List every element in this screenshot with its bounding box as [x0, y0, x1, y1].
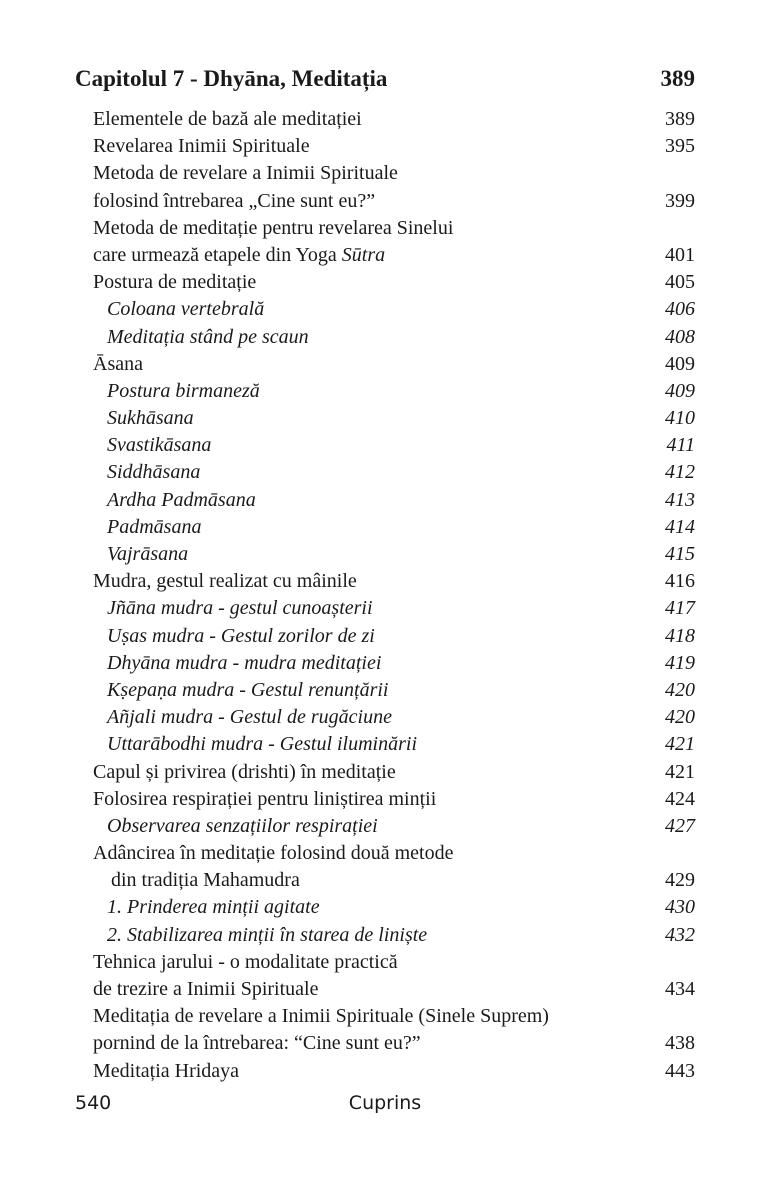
- toc-entry-label: Elementele de bază ale meditației: [93, 108, 362, 130]
- toc-entry: [75, 894, 695, 921]
- toc-entry-label: Meditația Hridaya: [93, 1059, 240, 1082]
- toc-entry-page-number: 420: [665, 706, 695, 729]
- toc-entry-page-number: 434: [665, 978, 695, 1000]
- toc-entry-page-number: 395: [665, 135, 695, 158]
- toc-entry-page-number: 419: [665, 651, 695, 674]
- toc-entry-page-number: 389: [665, 108, 695, 130]
- toc-entry: [75, 296, 695, 323]
- toc-entry: [75, 106, 695, 133]
- toc-entry-label: Dhyāna mudra - mudra meditației: [107, 651, 382, 674]
- toc-entry-page-number: 420: [665, 678, 695, 701]
- toc-entry: [75, 1058, 695, 1085]
- toc-entry-label: din tradiția Mahamudra: [111, 869, 300, 892]
- toc-entry: [75, 1003, 695, 1030]
- toc-entry-page-number: 411: [666, 434, 695, 457]
- toc-entry-label: Metoda de revelare a Inimii Spirituale: [93, 162, 398, 185]
- toc-entry: [75, 514, 695, 541]
- toc-entries: [75, 106, 695, 1085]
- toc-entry-label: Coloana vertebrală: [107, 298, 265, 321]
- toc-entry-label: folosind întrebarea „Cine sunt eu?”: [93, 189, 376, 212]
- toc-entry-page-number: 427: [665, 814, 695, 837]
- toc-entry: [75, 595, 695, 622]
- toc-entry-label: Postura de meditație: [93, 271, 257, 294]
- toc-entry-label: Siddhāsana: [107, 461, 201, 484]
- toc-entry: [75, 160, 695, 187]
- toc-entry: [75, 269, 695, 296]
- toc-entry: [75, 432, 695, 459]
- toc-entry: [75, 759, 695, 786]
- toc-entry-page-number: 414: [665, 515, 695, 538]
- toc-entry-label: Capul și privirea (drishti) în meditație: [93, 760, 396, 783]
- toc-entry-label: de trezire a Inimii Spirituale: [93, 978, 319, 1000]
- toc-entry: [75, 133, 695, 160]
- chapter-title: Capitolul 7 - Dhyāna, Meditația: [75, 66, 388, 91]
- toc-entry: [75, 650, 695, 677]
- toc-entry-label: Folosirea respirației pentru liniștirea minții: [93, 787, 437, 810]
- chapter-title-page-number: 389: [660, 66, 695, 91]
- toc-entry: [75, 867, 695, 894]
- toc-entry: [75, 731, 695, 758]
- toc-entry-page-number: 421: [665, 760, 695, 783]
- toc-entry-label: Metoda de meditație pentru revelarea Sinelui: [93, 216, 454, 239]
- toc-entry-page-number: 413: [665, 488, 695, 511]
- toc-entry-label: Āsana: [93, 352, 143, 375]
- toc-entry-label: pornind de la întrebarea: “Cine sunt eu?”: [93, 1032, 421, 1055]
- toc-entry-page-number: 401: [665, 243, 695, 266]
- toc-entry: [75, 487, 695, 514]
- toc-entry-page-number: 430: [665, 896, 695, 919]
- toc-entry-page-number: 399: [665, 189, 695, 212]
- footer-page-number: 540: [75, 1092, 112, 1114]
- toc-content: [75, 64, 695, 1085]
- toc-entry-label: Uttarābodhi mudra - Gestul iluminării: [107, 733, 418, 756]
- toc-entry-page-number: 410: [665, 407, 695, 430]
- toc-entry-label: Kṣepaṇa mudra - Gestul renunțării: [107, 678, 389, 701]
- toc-entry-page-number: 408: [665, 325, 695, 348]
- toc-entry: [75, 324, 695, 351]
- toc-entry-page-number: 406: [665, 298, 695, 321]
- toc-entry-page-number: 418: [665, 624, 695, 647]
- page-footer: [75, 1090, 695, 1116]
- toc-entry-label: Padmāsana: [107, 515, 202, 538]
- toc-entry: [75, 378, 695, 405]
- toc-entry: [75, 459, 695, 486]
- toc-entry: [75, 215, 695, 242]
- toc-entry-page-number: 443: [665, 1059, 695, 1082]
- toc-entry-page-number: 409: [665, 379, 695, 402]
- footer-section-label: Cuprins: [348, 1092, 422, 1114]
- toc-entry-label: Observarea senzațiilor respirației: [107, 814, 378, 837]
- toc-entry: [75, 623, 695, 650]
- toc-entry-page-number: 417: [665, 597, 695, 620]
- toc-entry-label: care urmează etapele din Yoga Sūtra: [93, 243, 386, 266]
- toc-entry-page-number: 432: [665, 923, 695, 946]
- toc-entry-label: Meditația stând pe scaun: [107, 325, 309, 348]
- toc-entry-page-number: 409: [665, 352, 695, 375]
- toc-entry-label-italic-part: Sūtra: [341, 243, 386, 266]
- toc-entry-page-number: 424: [665, 787, 695, 810]
- toc-entry-label: Svastikāsana: [107, 434, 212, 457]
- toc-entry-label: Meditația de revelare a Inimii Spirituale (Sinele Suprem): [93, 1005, 549, 1028]
- toc-entry: [75, 922, 695, 949]
- toc-entry: [75, 677, 695, 704]
- toc-entry: [75, 786, 695, 813]
- chapter-title-row: [75, 64, 695, 106]
- toc-entry-label: Añjali mudra - Gestul de rugăciune: [107, 706, 392, 729]
- toc-entry: [75, 188, 695, 215]
- toc-entry-label: Sukhāsana: [107, 407, 194, 430]
- toc-entry: [75, 351, 695, 378]
- toc-entry-label: Vajrāsana: [107, 543, 189, 565]
- toc-entry: [75, 704, 695, 731]
- toc-entry: [75, 976, 695, 1003]
- toc-entry-label: Revelarea Inimii Spirituale: [93, 135, 310, 158]
- toc-entry: [75, 1030, 695, 1057]
- toc-entry-page-number: 415: [665, 543, 695, 565]
- toc-entry-label: Tehnica jarului - o modalitate practică: [93, 950, 398, 973]
- toc-entry-label: Postura birmaneză: [107, 379, 260, 402]
- toc-entry-label: Mudra, gestul realizat cu mâinile: [93, 570, 357, 593]
- toc-entry-label: Uṣas mudra - Gestul zorilor de zi: [107, 624, 375, 647]
- toc-entry: [75, 568, 695, 595]
- toc-entry: [75, 541, 695, 568]
- toc-entry-page-number: 421: [665, 733, 695, 756]
- toc-entry-page-number: 429: [665, 869, 695, 892]
- toc-entry: [75, 949, 695, 976]
- toc-entry-label: 1. Prinderea minții agitate: [107, 896, 320, 919]
- toc-entry-label: Jñāna mudra - gestul cunoașterii: [107, 597, 373, 620]
- toc-entry-page-number: 438: [665, 1032, 695, 1055]
- toc-entry-page-number: 416: [665, 570, 695, 593]
- toc-entry: [75, 813, 695, 840]
- toc-entry-label: 2. Stabilizarea minții în starea de liniște: [107, 923, 428, 946]
- toc-entry: [75, 405, 695, 432]
- toc-entry-page-number: 412: [665, 461, 695, 484]
- toc-entry: [75, 242, 695, 269]
- toc-entry: [75, 840, 695, 867]
- toc-entry-label: Ardha Padmāsana: [107, 488, 256, 511]
- toc-entry-page-number: 405: [665, 271, 695, 294]
- toc-entry-label: Adâncirea în meditație folosind două metode: [93, 842, 454, 865]
